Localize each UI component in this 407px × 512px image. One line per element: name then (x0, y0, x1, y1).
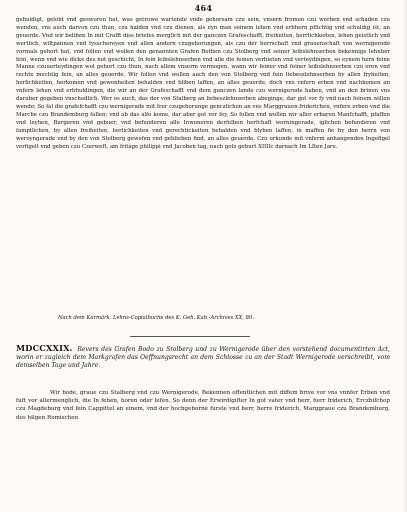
source-note: Nach dem Kurmärk. Lehns-Copialbuche des K. Geh. Kab.-Archives XX, 80. (58, 315, 254, 321)
body-text: gehuldigt, gelobt vnd gesworen hat, was getruwe wartende vnde gehorsam czu sein, vnsern fromen czu werben vnd schaden czu wenden, vns auch darvon czu thun, czu halden vnd czu dienen, als eyn man seinem lehen vnd erbhern pflichtig vnd schuldig ist, an geuerde. Vnd wir belihen In mit Crafft diss briefes merglich mit der ganczen Grafeschafft, freiheiten, herrlichkeiten, lehen geistlich vnd wertlich, wiltpannen vnd fysschereyen vnd allen andern czugehorungen, als czu der herrschaft vnd grauenschaft von wernigerode vormals gehort hat, vnd follen vnd wollen den genannten Grafen Bothen czu Stolberg vnd seiner leibslehnserben bekennige lehnher fein, wenn vnd wie dicke des not geschicht, In fein leibslehnserben vnd alle die feinen verbieten vnd verteydingen, so eynem hern feine Manne czuuerteydingen wol gehort czu thun, nach allem vnserm vermogen, wann wir feiner vnd feiner leibslehnserben czu eren vnd rechte mechtig fein, an alles geuerde. Wir follen vnd wollen auch den von Stolberg vnd fein liebeszlehnserben by allen fryheiten, herlichkeiten, herkomen vnd gewonheiten behalden vnd bliben laffen, an alles geuerde, doch vns vnfern erben vnd nachkomen an vnfern lehen vnd erbhuldingen, die wir an der Grafeschafft vnd dem ganczen lande czu wernigerode haben, vnd an den brinen vns daruber gegeben vnschedlich. Wer es auch, das der von Stalberg an liebeszlehnserben abeginge, dar got vor fy vnd nach feinem willen wende; So fal die grafefchafft czu wernigerade mit Irer czugehorunge genczlichen an vns Marggrauen friderichen, vnfere erben vnd die Marche czu Brandemburg fallen: vnd ab das alfo kome, dar aber got vor fey, So follen vnd wollen wir aller erbaren Manfchafft, pfaffen vnd leyhen, Burgeren vnd gebuer, vnd befunderen alle Inwoneren derfelben herfchaft werningerade, iglichen befunderen vnd famptlichen, by allen freiheiten, herlichkeiten vnd gerechtickeiten behalden vnd blyben laffen, in maffen fie by den herrn von weroyngerade vnd by den von Stolberg gewefen vnd geblieben find, an alles geuerde. Czu orkunde mit vnferm anhangenden Ingefigel verfigelt vnd geben czu Czerweft, am fritage philippi vnd Jacoben tag, nach gots geburt XIIIIc darnach Im LIten Jare. (16, 17, 390, 150)
document-number: MDCCXXIX. (16, 343, 73, 353)
page-edge-shadow (403, 0, 407, 512)
document-header (16, 344, 390, 371)
document-text: Wir bode, graue czu Stalberg vnd czu Wernigerode, Bekennen offentlichen mit diffem brive vor vns vnnfer Erben vnd fuft vor allermenglich, die In fehen, horen oder lefen. So denn der Erwirdigifter In got vater vnd herr, herr friderich, Erczbifchop czu Magdeburg vnd fein Cappittel an einem, vnd der hochgeborne furste vnd herr, herre friderich, Marggraue czu Brandemburg, des hilgen Romischen (16, 390, 390, 421)
section-divider (130, 336, 250, 337)
page-number: 464 (194, 3, 213, 13)
document-header-text: Revers des Grafen Bodo zu Stolberg und zu Wernigerode über den vorstehend documentirten Act, worin er zugleich dem Markgrafen das Oeffnungsrecht an dem Schlosse zu an der Stadt Wernigerode verschreibt, vom demselben Tage und Jahre. (16, 346, 390, 370)
